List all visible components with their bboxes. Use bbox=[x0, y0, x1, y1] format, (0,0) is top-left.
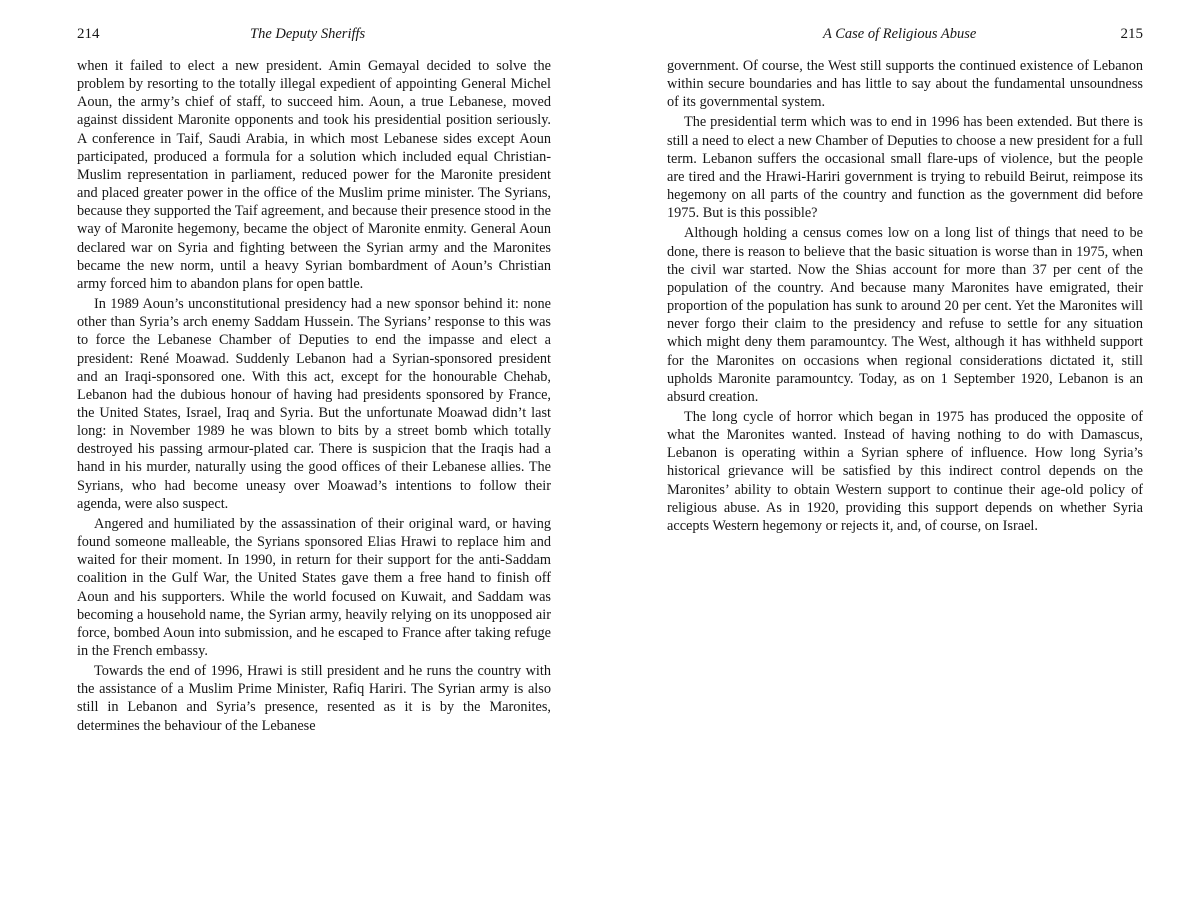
page-number-left: 214 bbox=[77, 26, 100, 42]
running-title-left: The Deputy Sheriffs bbox=[250, 26, 366, 42]
body-text-right bbox=[667, 57, 1143, 537]
running-head-right bbox=[667, 23, 1143, 45]
right-page bbox=[600, 0, 1195, 898]
paragraph: when it failed to elect a new president. Amin Gemayal decided to solve the problem by resorting to the totally illegal expedient of appointing General Michel Aoun, the army’s chief of staff, to succeed him. Aoun, a true Lebanese, moved against dissident Maronite opponents and took his presidential position seriously. A conference in Taif, Saudi Arabia, in which most Lebanese sides except Aoun participated, produced a formula for a solution which included equal Christian-Muslim representation in parliament, reduced power for the Maronite president and placed greater power in the office of the Muslim prime minister. The Syrians, because they supported the Taif agreement, and because their presence stood in the way of Maronite hegemony, became the object of Maronite enmity. General Aoun declared war on Syria and fighting between the Syrian army and the Maronites became the new norm, until a heavy Syrian bombardment of Aoun’s Christian army forced him to abandon plans for open battle. bbox=[77, 58, 551, 292]
running-title-right: A Case of Religious Abuse bbox=[823, 26, 977, 42]
paragraph: In 1989 Aoun’s unconstitutional presidency had a new sponsor behind it: none other than Syria’s arch enemy Saddam Hussein. The Syrians’ response to this was to force the Lebanese Chamber of Deputies to end the impasse and elect a president: René Moawad. Suddenly Lebanon had a Syrian-sponsored president and an Iraqi-sponsored one. With this act, except for the honourable Chehab, Lebanon had the dubious honour of having had presidents sponsored by France, the United States, Israel, Iraq and Syria. But the unfortunate Moawad didn’t last long: in November 1989 he was blown to bits by a street bomb which totally destroyed his passing armour-plated car. There is suspicion that the Iraqis had a hand in his murder, naturally using the good offices of their Lebanese allies. The Syrians, who had become uneasy over Moawad’s intentions to follow their agenda, were also suspect. bbox=[77, 296, 551, 512]
running-head-left bbox=[77, 23, 551, 45]
paragraph: government. Of course, the West still supports the continued existence of Lebanon within secure boundaries and has little to say about the fundamental unsoundness of its governmental system. bbox=[667, 58, 1143, 111]
paragraph: The presidential term which was to end in 1996 has been extended. But there is still a need to elect a new Chamber of Deputies to choose a new president for a full term. Lebanon suffers the occasional small flare-ups of violence, but the people are tired and the Hrawi-Hariri government is trying to rebuild Beirut, reimpose its hegemony on all parts of the country and function as the government did before 1975. But is this possible? bbox=[667, 114, 1143, 222]
paragraph: Angered and humiliated by the assassination of their original ward, or having found someone malleable, the Syrians sponsored Elias Hrawi to replace him and waited for their moment. In 1990, in return for their support for the anti-Saddam coalition in the Gulf War, the United States gave them a free hand to finish off Aoun and his supporters. While the world focused on Kuwait, and Saddam was becoming a household name, the Syrian army, heavily relying on its unopposed air force, bombed Aoun into submission, and he escaped to France after taking refuge in the French embassy. bbox=[77, 515, 551, 659]
body-text-left bbox=[77, 57, 551, 737]
paragraph: The long cycle of horror which began in 1975 has produced the opposite of what the Maronites wanted. Instead of having nothing to do with Damascus, Lebanon is operating within a Syrian sphere of influence. How long Syria’s historical grievance will be satisfied by this indirect control depends on the Maronites’ ability to obtain Western support to continue their age-old policy of religious abuse. As in 1920, providing this support depends on whether Syria accepts Western hegemony or rejects it, and, of course, on Israel. bbox=[667, 408, 1143, 534]
paragraph: Towards the end of 1996, Hrawi is still president and he runs the country with the assistance of a Muslim Prime Minister, Rafiq Hariri. The Syrian army is also still in Lebanon and Syria’s presence, resented as it is by the Maronites, determines the behaviour of the Lebanese bbox=[77, 663, 551, 734]
page-number-right: 215 bbox=[1120, 26, 1143, 42]
paragraph: Although holding a census comes low on a long list of things that need to be done, there is reason to believe that the basic situation is worse than in 1975, when the civil war started. Now the Shias account for more than 37 per cent of the population of the country. And because many Maronites have emigrated, their proportion of the population has sunk to around 20 per cent. Yet the Maronites will never forgo their claim to the presidency and refuse to settle for any situation which might deny them paramountcy. The West, although it has withheld support for the Maronites on occasions when regional considerations dictated it, still upholds Maronite paramountcy. Today, as on 1 September 1920, Lebanon is an absurd creation. bbox=[667, 225, 1143, 405]
